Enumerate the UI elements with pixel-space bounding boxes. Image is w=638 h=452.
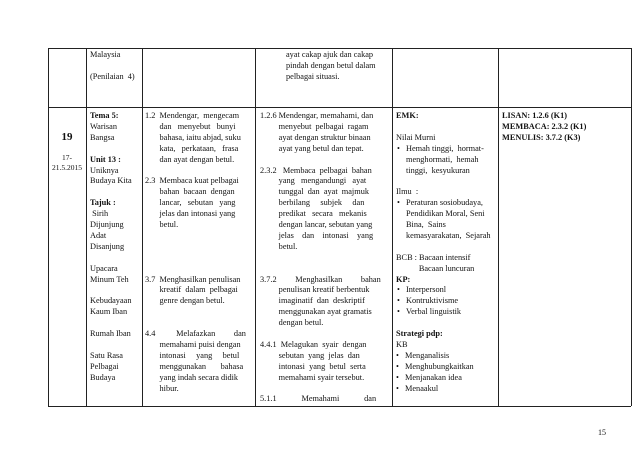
top-standard-line: ayat cakap ajuk dan cakap: [286, 50, 374, 59]
assessment-line: MENULIS: 3.7.2 (K3): [502, 132, 581, 142]
table-column-divider: [392, 48, 393, 406]
emk-line: Pendidikan Moral, Seni: [406, 209, 485, 219]
content-standard-line: dan menyebut bunyi: [145, 121, 236, 131]
theme-line: Tajuk :: [90, 198, 116, 208]
bullet-icon: •: [397, 307, 400, 317]
content-standard-line: bahan bacaan dengan: [145, 187, 235, 197]
table-border-left: [48, 48, 49, 406]
content-standard-line: intonasi yang betul: [145, 350, 240, 360]
theme-line: Adat: [90, 230, 107, 240]
bullet-icon: •: [396, 350, 399, 360]
top-theme-line: Malaysia: [90, 50, 121, 59]
emk-line: Bacaan luncuran: [396, 263, 475, 273]
content-standard-line: 3.7 Menghasilkan penulisan: [145, 274, 241, 284]
emk-line: KB: [396, 339, 408, 349]
content-standard-line: jelas dan intonasi yang: [145, 209, 236, 219]
emk-line: Interpersonl: [406, 285, 447, 295]
emk-line: EMK:: [396, 111, 419, 120]
content-standard-line: genre dengan betul.: [145, 296, 225, 306]
emk-line: Nilai Murni: [396, 132, 436, 142]
emk-line: KP:: [396, 274, 411, 284]
theme-line: Dijunjung: [90, 220, 124, 229]
assessment-line: LISAN: 1.2.6 (K1): [502, 111, 567, 120]
bullet-icon: •: [397, 285, 400, 295]
table-column-divider: [142, 48, 143, 406]
table-bottom-border: [48, 406, 631, 407]
emk-line: Menganalisis: [405, 350, 450, 360]
learning-standard-line: ayat yang betul dan tepat.: [260, 143, 364, 153]
learning-standard-line: sebutan yang jelas dan: [260, 350, 360, 360]
learning-standard-line: menggunakan ayat gramatis: [260, 307, 372, 317]
bullet-icon: •: [396, 372, 399, 382]
emk-line: Strategi pdp:: [396, 329, 443, 338]
content-standard-line: yang indah secara didik: [145, 372, 239, 382]
content-standard-line: kreatif dalam pelbagai: [145, 285, 238, 295]
theme-line: Budaya Kita: [90, 176, 132, 186]
learning-standard-line: tunggal dan ayat majmuk: [260, 187, 369, 197]
emk-line: Kontruktivisme: [406, 296, 459, 306]
theme-line: Budaya: [90, 372, 116, 382]
learning-standard-line: betul.: [260, 241, 298, 251]
theme-line: Disanjung: [90, 241, 125, 251]
theme-line: Bangsa: [90, 132, 115, 142]
learning-standard-line: predikat secara mekanis: [260, 209, 367, 219]
theme-line: Pelbagai: [90, 361, 119, 371]
content-standard-line: hibur.: [145, 383, 179, 393]
bullet-icon: •: [397, 143, 400, 153]
content-standard-line: 2.3 Membaca kuat pelbagai: [145, 176, 239, 186]
content-standard-line: menggunakan bahasa: [145, 361, 244, 371]
page-number: 15: [598, 428, 606, 437]
learning-standard-line: dengan betul.: [260, 318, 324, 328]
emk-line: kemasyarakatan, Sejarah: [406, 230, 491, 240]
bullet-icon: •: [396, 383, 399, 393]
theme-line: Rumah Iban: [90, 329, 131, 338]
learning-standard-line: berbilang subjek dan: [260, 198, 365, 208]
theme-line: Sirih: [90, 209, 109, 219]
theme-line: Upacara: [90, 263, 118, 273]
learning-standard-line: menyebut pelbagai ragam: [260, 121, 369, 131]
top-standard-line: pelbagai situasi.: [286, 71, 340, 81]
content-standard-line: kata, perkataan, frasa: [145, 143, 239, 153]
learning-standard-line: memahami syair tersebut.: [260, 372, 365, 382]
content-standard-line: 4.4 Melafazkan dan: [145, 329, 246, 338]
learning-standard-line: 2.3.2 Membaca pelbagai bahan: [260, 165, 372, 175]
table-column-divider: [255, 48, 256, 406]
table-top-border: [48, 48, 631, 49]
learning-standard-line: 4.4.1 Melagukan syair dengan: [260, 339, 367, 349]
learning-standard-line: ayat dengan struktur binaan: [260, 132, 371, 142]
emk-line: tinggi, kesyukuran: [406, 165, 470, 175]
theme-line: Kaum Iban: [90, 307, 128, 317]
bullet-icon: •: [396, 361, 399, 371]
learning-standard-line: 1.2.6 Mendengar, memahami, dan: [260, 111, 374, 120]
emk-line: Menjanakan idea: [405, 372, 462, 382]
content-standard-line: memahami puisi dengan: [145, 339, 241, 349]
theme-line: Satu Rasa: [90, 350, 123, 360]
learning-standard-line: intonasi yang betul serta: [260, 361, 366, 371]
week-date-line-2: 21.5.2015: [52, 163, 82, 172]
content-standard-line: bahasa, iaitu abjad, suku: [145, 132, 241, 142]
content-standard-line: lancar, sebutan yang: [145, 198, 236, 208]
emk-line: Hemah tinggi, hormat-: [406, 143, 484, 153]
theme-line: Warisan: [90, 121, 117, 131]
theme-line: Unit 13 :: [90, 154, 121, 164]
theme-line: Uniknya: [90, 165, 119, 175]
learning-standard-line: yang mengandungi ayat: [260, 176, 367, 186]
learning-standard-line: 5.1.1 Memahami dan: [260, 394, 377, 404]
week-number: 19: [61, 131, 73, 143]
bullet-icon: •: [397, 296, 400, 306]
content-standard-line: 1.2 Mendengar, mengecam: [145, 111, 240, 120]
emk-line: Verbal linguistik: [406, 307, 462, 317]
table-column-divider: [86, 48, 87, 406]
learning-standard-line: dengan lancar, sebutan yang: [260, 220, 373, 229]
top-standard-line: pindah dengan betul dalam: [286, 60, 376, 70]
emk-line: Menaakul: [405, 383, 439, 393]
theme-line: Kebudayaan: [90, 296, 132, 306]
emk-line: Ilmu :: [396, 187, 419, 197]
table-border-right: [631, 48, 632, 406]
emk-line: BCB : Bacaan intensif: [396, 252, 471, 262]
assessment-line: MEMBACA: 2.3.2 (K1): [502, 121, 587, 131]
learning-standard-line: 3.7.2 Menghasilkan bahan: [260, 274, 381, 284]
emk-line: Bina, Sains: [406, 220, 446, 229]
learning-standard-line: jelas dan intonasi yang: [260, 230, 374, 240]
emk-line: Peraturan sosiobudaya,: [406, 198, 483, 208]
table-column-divider: [498, 48, 499, 406]
learning-standard-line: penulisan kreatif berbentuk: [260, 285, 370, 295]
table-row-divider: [48, 107, 631, 108]
content-standard-line: dan ayat dengan betul.: [145, 154, 235, 164]
emk-line: menghormati, hemah: [406, 154, 479, 164]
week-date-line-1: 17-: [62, 153, 72, 162]
bullet-icon: •: [397, 198, 400, 208]
emk-line: Menghubungkaitkan: [405, 361, 474, 371]
theme-line: Tema 5:: [90, 111, 119, 120]
top-theme-line: (Penilaian 4): [90, 71, 135, 81]
theme-line: Minum Teh: [90, 274, 129, 284]
content-standard-line: betul.: [145, 220, 179, 229]
learning-standard-line: imaginatif dan deskriptif: [260, 296, 365, 306]
